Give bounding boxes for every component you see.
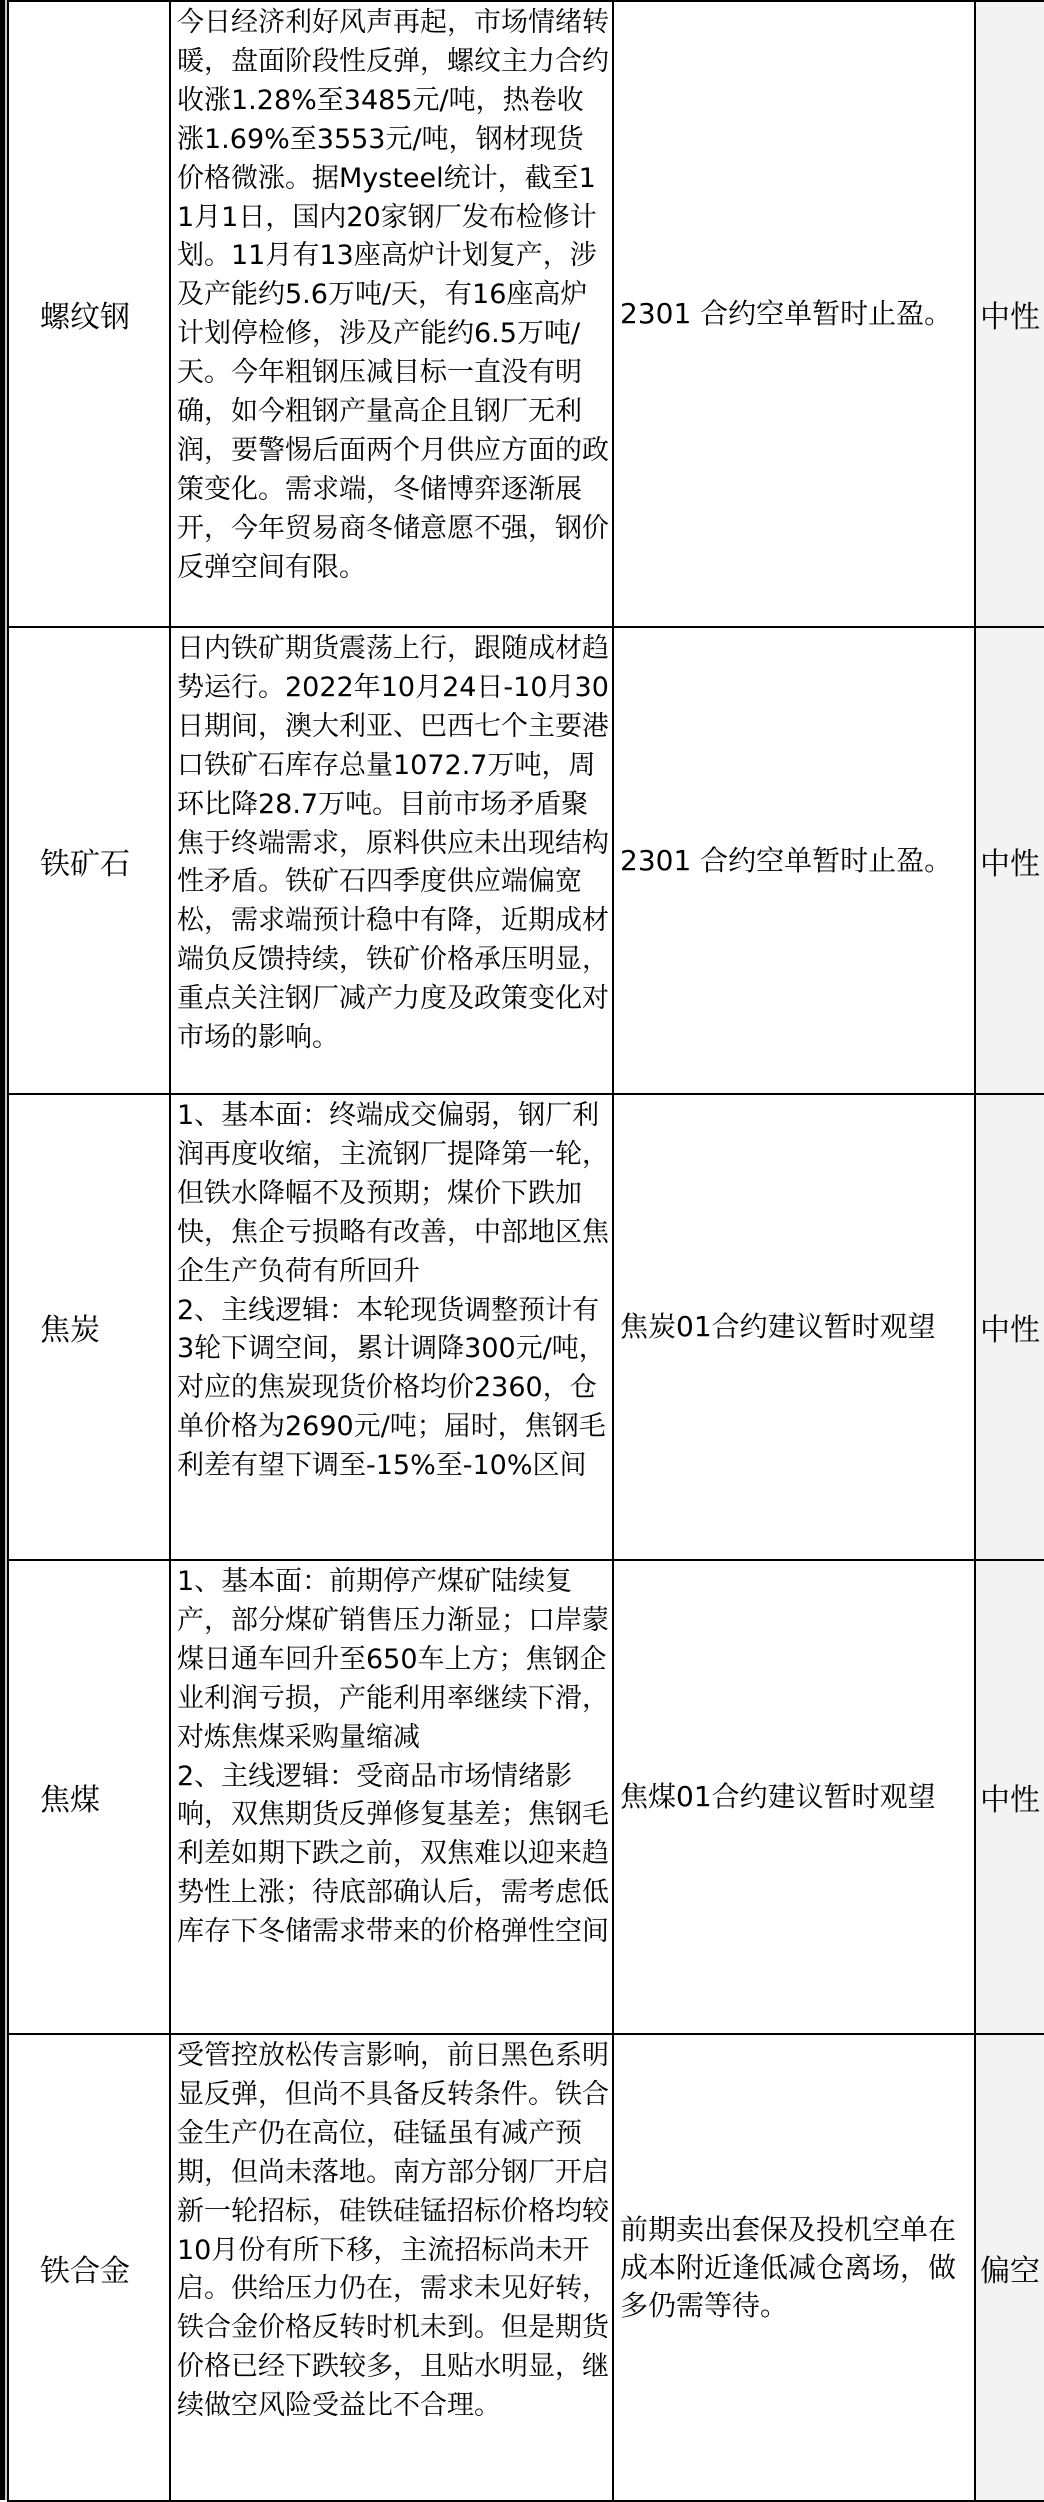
- market-analysis-text: 1、基本面：终端成交偏弱，钢厂利润再度收缩，主流钢厂提降第一轮，但铁水降幅不及预期；煤价下跌加快，焦企亏损略有改善，中部地区焦企生产负荷有所回升 2、主线逻辑：本轮现货调整预计有3轮下调空间，累计调降300元/吨，对应的焦炭现货价格均价2360，仓单价格为2690元/吨；届时，焦钢毛利差有望下调至-15%至-10%区间: [177, 1100, 609, 1482]
- table-row-rebar: [8, 1, 1044, 627]
- market-analysis: [170, 1094, 613, 1560]
- commodity-name: 铁合金: [8, 2034, 170, 2501]
- market-analysis: [170, 1, 613, 627]
- market-analysis-text: 受管控放松传言影响，前日黑色系明显反弹，但尚不具备反转条件。铁合金生产仍在高位，硅锰虽有减产预期，但尚未落地。南方部分钢厂开启新一轮招标，硅铁硅锰招标价格均较10月份有所下移，主流招标尚未开启。供给压力仍在，需求未见好转，铁合金价格反转时机未到。但是期货价格已经下跌较多，且贴水明显，继续做空风险受益比不合理。: [177, 2040, 609, 2422]
- commodity-analysis-table: [7, 0, 1044, 2502]
- table-row-coking-coal: [8, 1560, 1044, 2034]
- market-analysis: [170, 2034, 613, 2501]
- market-analysis-text: 1、基本面：前期停产煤矿陆续复产，部分煤矿销售压力渐显；口岸蒙煤日通车回升至650车上方；焦钢企业利润亏损，产能利用率继续下滑，对炼焦煤采购量缩减 2、主线逻辑：受商品市场情绪影响，双焦期货反弹修复基差；焦钢毛利差如期下跌之前，双焦难以迎来趋势性上涨；待底部确认后，需考虑低库存下冬储需求带来的价格弹性空间: [177, 1566, 609, 1948]
- table-row-iron-ore: [8, 627, 1044, 1094]
- commodity-name: 螺纹钢: [8, 1, 170, 627]
- market-view: 偏空: [975, 2034, 1044, 2501]
- market-view: 中性: [975, 1, 1044, 627]
- trading-advice: 前期卖出套保及投机空单在成本附近逢低减仓离场，做多仍需等待。: [613, 2034, 975, 2501]
- commodity-name: 焦炭: [8, 1094, 170, 1560]
- market-analysis-text: 日内铁矿期货震荡上行，跟随成材趋势运行。2022年10月24日-10月30日期间，澳大利亚、巴西七个主要港口铁矿石库存总量1072.7万吨，周环比降28.7万吨。目前市场矛盾聚焦于终端需求，原料供应未出现结构性矛盾。铁矿石四季度供应端偏宽松，需求端预计稳中有降，近期成材端负反馈持续，铁矿价格承压明显，重点关注钢厂减产力度及政策变化对市场的影响。: [177, 633, 609, 1054]
- commodity-name: 铁矿石: [8, 627, 170, 1094]
- market-view: 中性: [975, 627, 1044, 1094]
- market-analysis: [170, 1560, 613, 2034]
- market-analysis-text: 今日经济利好风声再起，市场情绪转暖，盘面阶段性反弹，螺纹主力合约收涨1.28%至3485元/吨，热卷收涨1.69%至3553元/吨，钢材现货价格微涨。据Mysteel统计，截至11月1日，国内20家钢厂发布检修计划。11月有13座高炉计划复产，涉及产能约5.6万吨/天，有16座高炉计划停检修，涉及产能约6.5万吨/天。今年粗钢压减目标一直没有明确，如今粗钢产量高企且钢厂无利润，要警惕后面两个月供应方面的政策变化。需求端，冬储博弈逐渐展开，今年贸易商冬储意愿不强，钢价反弹空间有限。: [177, 7, 609, 583]
- market-view: 中性: [975, 1560, 1044, 2034]
- commodity-name: 焦煤: [8, 1560, 170, 2034]
- trading-advice: 2301 合约空单暂时止盈。: [613, 627, 975, 1094]
- trading-advice: 2301 合约空单暂时止盈。: [613, 1, 975, 627]
- trading-advice: 焦煤01合约建议暂时观望: [613, 1560, 975, 2034]
- table-row-ferroalloy: [8, 2034, 1044, 2501]
- market-view: 中性: [975, 1094, 1044, 1560]
- market-analysis: [170, 627, 613, 1094]
- trading-advice: 焦炭01合约建议暂时观望: [613, 1094, 975, 1560]
- table-row-coke: [8, 1094, 1044, 1560]
